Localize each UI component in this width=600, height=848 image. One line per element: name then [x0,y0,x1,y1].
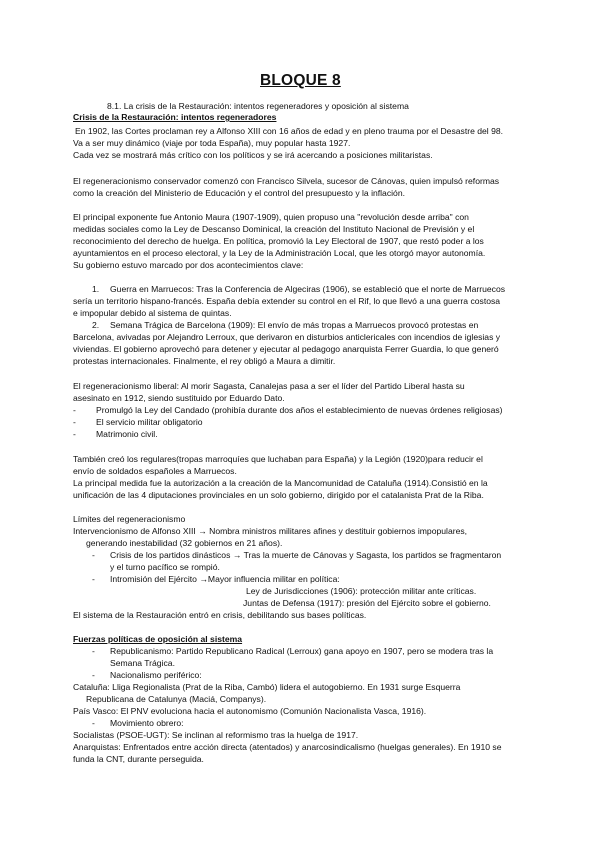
paragraph-line: medidas sociales como la Ley de Descanso Dominical, la creación del Instituto Nacional de Previsión y el [73,224,475,234]
list-number: 2. [92,320,100,330]
page-title: BLOQUE 8 [260,72,341,89]
list-item: Guerra en Marruecos: Tras la Conferencia de Algeciras (1906), se estableció que el norte de Marruecos [110,284,506,294]
paragraph-line: Su gobierno estuvo marcado por dos acontecimientos clave: [73,260,304,270]
dash-bullet: - [92,646,95,656]
list-item: Semana Trágica. [110,658,175,668]
paragraph-line: Socialistas (PSOE-UGT): Se inclinan al reformismo tras la huelga de 1917. [73,730,359,740]
list-item: e impopular debido al sistema de quintas. [73,308,232,318]
paragraph-line: Va a ser muy dinámico (viaje por toda España), muy popular hasta 1927. [73,138,351,148]
list-item: protestas internacionales. Finalmente, el rey obligó a Maura a dimitir. [73,356,336,366]
list-number: 1. [92,284,100,294]
list-item: Promulgó la Ley del Candado (prohibía durante dos años el establecimiento de nuevas órdenes religiosas) [96,405,503,415]
list-item: Matrimonio civil. [96,429,158,439]
paragraph-line: como la creación del Ministerio de Educación y el control del presupuesto y la inflación. [73,188,405,198]
crisis-heading: Crisis de la Restauración: intentos regeneradores [73,112,277,122]
paragraph-line: El regeneracionismo conservador comenzó con Francisco Silvela, sucesor de Cánovas, quien impulsó reformas [73,176,500,186]
limites-heading: Límites del regeneracionismo [73,514,186,524]
paragraph-line: Intervencionismo de Alfonso XIII → Nombra ministros militares afines y destituir gobiernos impopulares, [73,526,468,536]
paragraph-line: ayuntamientos en el proceso electoral, y la Ley de la Administración Local, que les otorgó mayor autonomía. [73,248,486,258]
paragraph-line: En 1902, las Cortes proclaman rey a Alfonso XIII con 16 años de edad y en pleno trauma por el Desastre del 98. [75,126,504,136]
dash-bullet: - [73,417,76,427]
sub-item: Ley de Jurisdicciones (1906): protección militar ante críticas. [246,586,477,596]
list-item: Intromisión del Ejército →Mayor influencia militar en política: [110,574,340,584]
paragraph-line: asesinato en 1912, siendo sustituido por Eduardo Dato. [73,393,285,403]
paragraph-line: Cataluña: Lliga Regionalista (Prat de la Riba, Cambó) lidera el autogobierno. En 1931 surge Esquerra [73,682,461,692]
paragraph-line: generando inestabilidad (32 gobiernos en 21 años). [86,538,283,548]
list-item: Nacionalismo periférico: [110,670,202,680]
dash-bullet: - [92,718,95,728]
paragraph-line: Republicana de Catalunya (Maciá, Companys). [86,694,267,704]
paragraph-line: La principal medida fue la autorización a la creación de la Mancomunidad de Cataluña (1914).Consistió en la [73,478,488,488]
list-item: sería un territorio hispano-francés. España debía extender su control en el Rif, lo que llevó a una guerra costosa [73,296,501,306]
dash-bullet: - [92,550,95,560]
dash-bullet: - [73,429,76,439]
paragraph-line: Cada vez se mostrará más crítico con los políticos y se irá acercando a posiciones militaristas. [73,150,433,160]
dash-bullet: - [73,405,76,415]
list-item: viviendas. El gobierno aprovechó para detener y ejecutar al pedagogo anarquista Ferrer Guardia, lo que generó [73,344,499,354]
paragraph-line: Anarquistas: Enfrentados entre acción directa (atentados) y anarcosindicalismo (huelgas generales). En 1910 se [73,742,502,752]
list-item: Semana Trágica de Barcelona (1909): El envío de más tropas a Marruecos provocó protestas en [110,320,479,330]
paragraph-line: unificación de las 4 diputaciones provinciales en un solo gobierno, dirigido por el catalanista Prat de la Riba. [73,490,484,500]
paragraph-line: El regeneracionismo liberal: Al morir Sagasta, Canalejas pasa a ser el líder del Partido Liberal hasta su [73,381,465,391]
dash-bullet: - [92,670,95,680]
list-item: Barcelona, avivadas por Alejandro Lerroux, que derivaron en disturbios anticlericales con incendios de iglesias y [73,332,501,342]
list-item: Movimiento obrero: [110,718,184,728]
list-item: y el turno pacífico se rompió. [110,562,220,572]
sub-item: Juntas de Defensa (1917): presión del Ejército sobre el gobierno. [243,598,491,608]
paragraph-line: País Vasco: El PNV evoluciona hacia el autonomismo (Comunión Nacionalista Vasca, 1916). [73,706,427,716]
paragraph-line: envío de soldados españoles a Marruecos. [73,466,237,476]
dash-bullet: - [92,574,95,584]
fuerzas-heading: Fuerzas políticas de oposición al sistema [73,634,243,644]
paragraph-line: El sistema de la Restauración entró en crisis, debilitando sus bases políticas. [73,610,367,620]
section-subtitle: 8.1. La crisis de la Restauración: intentos regeneradores y oposición al sistema [107,101,409,111]
paragraph-line: También creó los regulares(tropas marroquíes que luchaban para España) y la Legión (1920)para reducir el [73,454,483,464]
paragraph-line: El principal exponente fue Antonio Maura (1907-1909), quien propuso una "revolución desde arriba" con [73,212,469,222]
list-item: El servicio militar obligatorio [96,417,203,427]
list-item: Crisis de los partidos dinásticos → Tras la muerte de Cánovas y Sagasta, los partidos se fragmentaron [110,550,502,560]
list-item: Republicanismo: Partido Republicano Radical (Lerroux) gana apoyo en 1907, pero se modera tras la [110,646,494,656]
paragraph-line: funda la CNT, durante perseguida. [73,754,204,764]
paragraph-line: reconocimiento del derecho de huelga. En política, promovió la Ley Electoral de 1907, que restó poder a los [73,236,484,246]
